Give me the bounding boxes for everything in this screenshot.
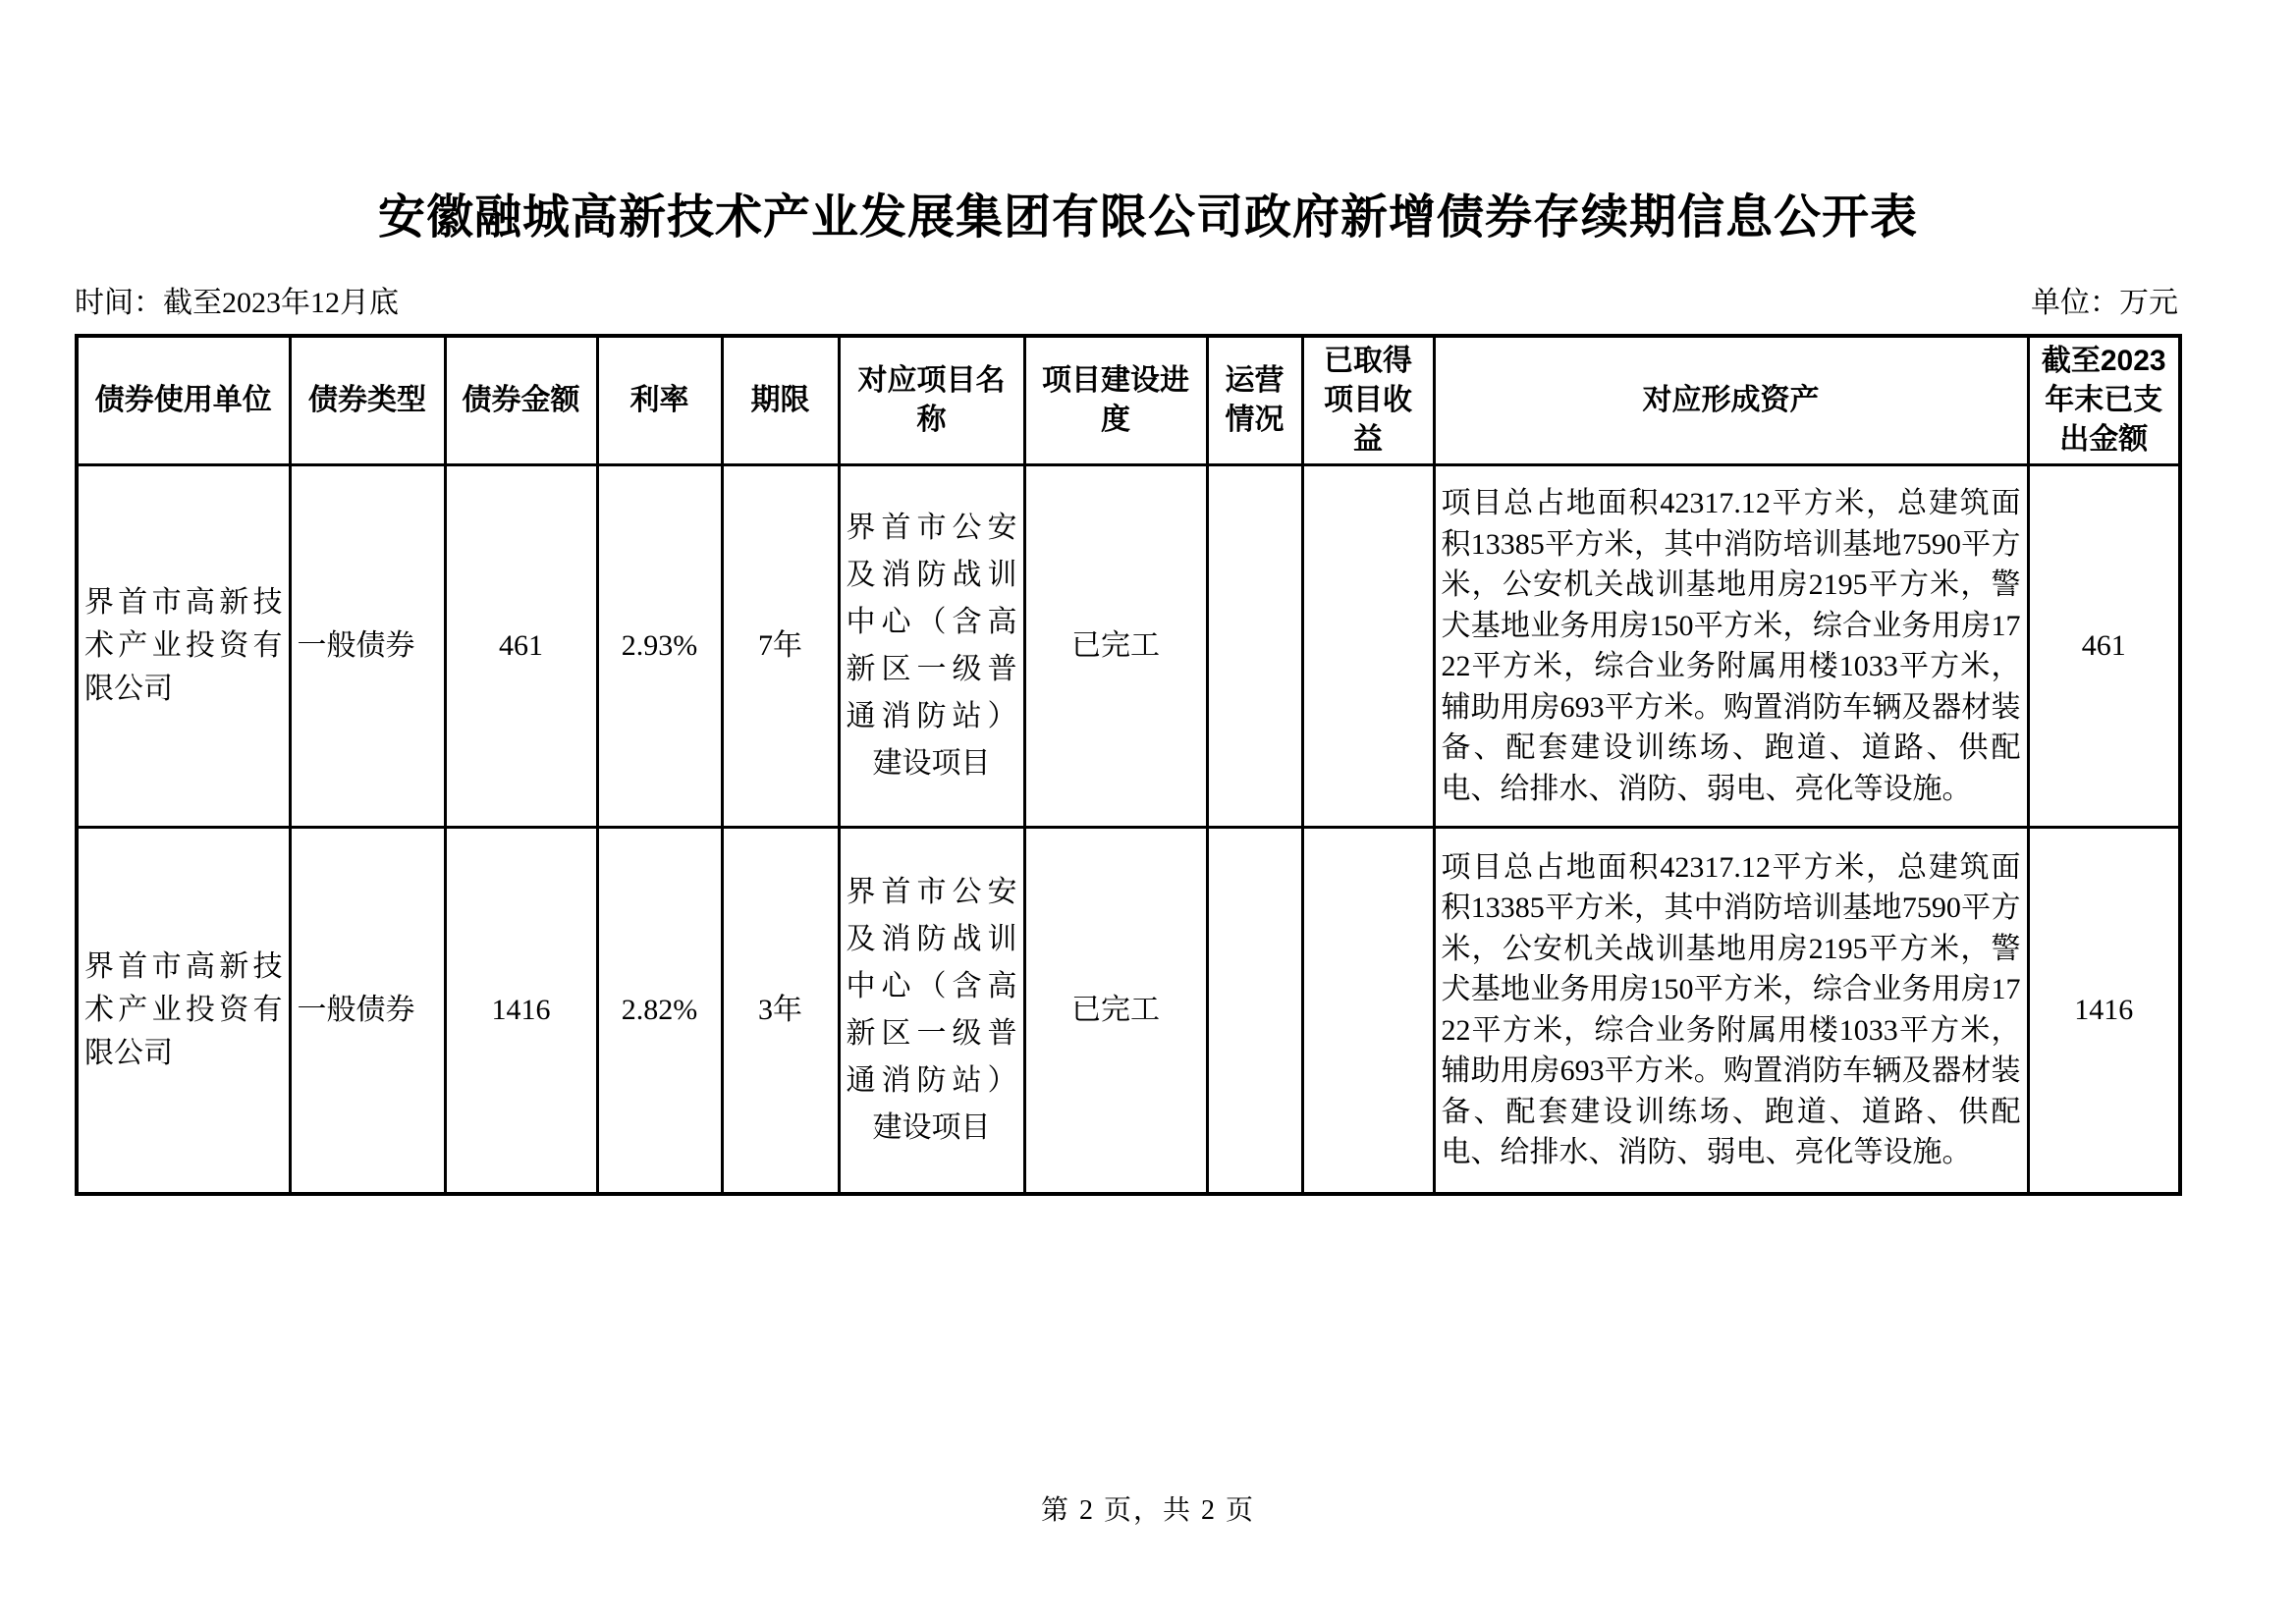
- header-obtained-income: 已取得项目收益: [1302, 336, 1434, 465]
- cell-spent-amount: 1416: [2028, 828, 2180, 1194]
- cell-interest-rate: 2.82%: [597, 828, 722, 1194]
- cell-obtained-income: [1302, 828, 1434, 1194]
- header-bond-user-unit: 债券使用单位: [77, 336, 290, 465]
- unit-label: 单位：万元: [2031, 287, 2178, 319]
- cell-project-name: 界首市公安及消防战训中心（含高新区一级普通消防站）建设项目: [839, 465, 1024, 828]
- time-label: 时间：截至2023年12月底: [75, 287, 399, 319]
- cell-operation-status: [1207, 828, 1302, 1194]
- cell-bond-amount: 1416: [445, 828, 597, 1194]
- cell-construction-progress: 已完工: [1024, 828, 1207, 1194]
- table-header-row: [77, 336, 2180, 465]
- cell-bond-type: 一般债券: [290, 828, 445, 1194]
- cell-formed-assets: 项目总占地面积42317.12平方米，总建筑面积13385平方米，其中消防培训基地7590平方米，公安机关战训基地用房2195平方米，警犬基地业务用房150平方米，综合业务用房1722平方米，综合业务附属用楼1033平方米，辅助用房693平方米。购置消防车辆及器材装备、配套建设训练场、跑道、道路、供配电、给排水、消防、弱电、亮化等设施。: [1434, 828, 2028, 1194]
- cell-operation-status: [1207, 465, 1302, 828]
- bond-info-table: [75, 334, 2182, 1196]
- header-operation-status: 运营情况: [1207, 336, 1302, 465]
- header-project-name: 对应项目名称: [839, 336, 1024, 465]
- header-formed-assets: 对应形成资产: [1434, 336, 2028, 465]
- page-number: 第 2 页，共 2 页: [1040, 1495, 1255, 1526]
- header-term: 期限: [722, 336, 839, 465]
- table-row: [77, 828, 2180, 1194]
- cell-obtained-income: [1302, 465, 1434, 828]
- table-row: [77, 465, 2180, 828]
- cell-formed-assets: 项目总占地面积42317.12平方米，总建筑面积13385平方米，其中消防培训基地7590平方米，公安机关战训基地用房2195平方米，警犬基地业务用房150平方米，综合业务用房1722平方米，综合业务附属用楼1033平方米，辅助用房693平方米。购置消防车辆及器材装备、配套建设训练场、跑道、道路、供配电、给排水、消防、弱电、亮化等设施。: [1434, 465, 2028, 828]
- cell-bond-user-unit: 界首市高新技术产业投资有限公司: [77, 465, 290, 828]
- page-title: 安徽融城高新技术产业发展集团有限公司政府新增债券存续期信息公开表: [377, 191, 1918, 243]
- cell-bond-amount: 461: [445, 465, 597, 828]
- cell-spent-amount: 461: [2028, 465, 2180, 828]
- cell-bond-user-unit: 界首市高新技术产业投资有限公司: [77, 828, 290, 1194]
- cell-term: 3年: [722, 828, 839, 1194]
- header-interest-rate: 利率: [597, 336, 722, 465]
- cell-interest-rate: 2.93%: [597, 465, 722, 828]
- cell-term: 7年: [722, 465, 839, 828]
- cell-construction-progress: 已完工: [1024, 465, 1207, 828]
- meta-row: [75, 286, 2178, 321]
- cell-bond-type: 一般债券: [290, 465, 445, 828]
- cell-project-name: 界首市公安及消防战训中心（含高新区一级普通消防站）建设项目: [839, 828, 1024, 1194]
- header-bond-type: 债券类型: [290, 336, 445, 465]
- header-construction-progress: 项目建设进度: [1024, 336, 1207, 465]
- header-bond-amount: 债券金额: [445, 336, 597, 465]
- header-spent-amount: 截至2023年末已支出金额: [2028, 336, 2180, 465]
